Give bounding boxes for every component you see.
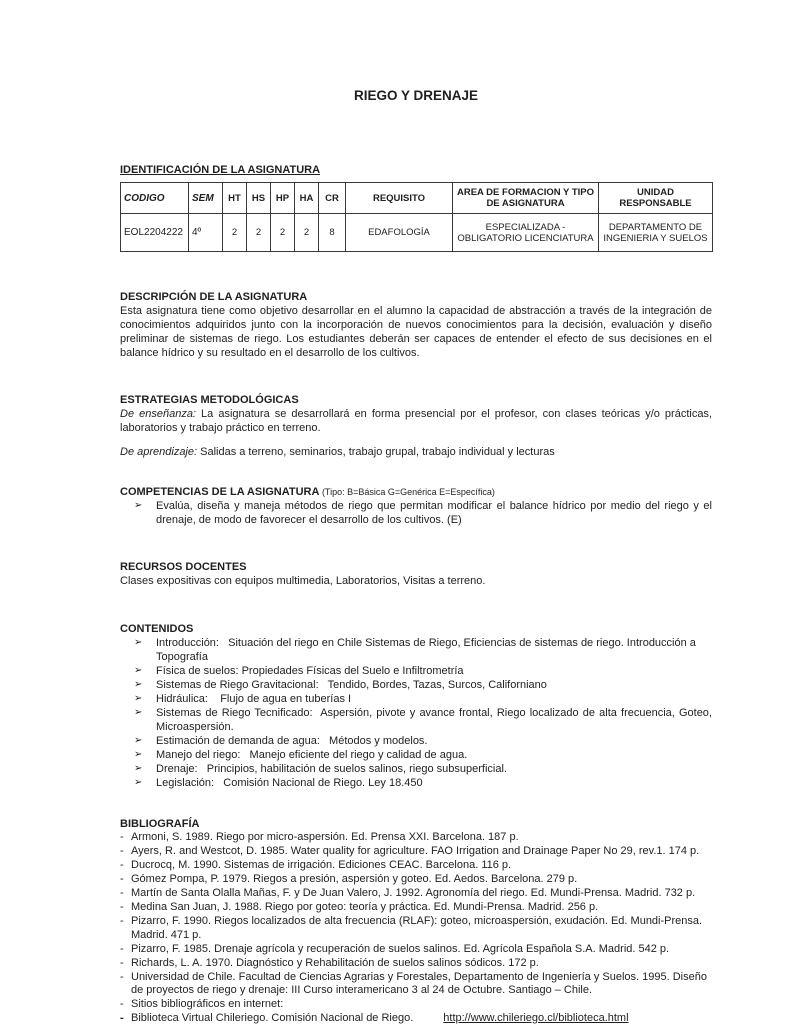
bib-text: Sitios bibliográficos en internet: xyxy=(131,998,284,1010)
dash-bullet: - xyxy=(120,901,124,913)
page-title: RIEGO Y DRENAJE xyxy=(353,88,479,103)
contenido-item xyxy=(120,748,712,762)
table-header-row xyxy=(121,183,713,214)
competencias-heading-note: (Tipo: B=Básica G=Genérica E=Específica) xyxy=(319,487,495,497)
section-estrategias xyxy=(120,393,712,459)
contenidos-heading: CONTENIDOS xyxy=(120,623,194,635)
cell-ht: 2 xyxy=(223,214,247,252)
dash-bullet: - xyxy=(120,845,124,857)
bib-text: Ayers, R. and Westcot, D. 1985. Water quality for agriculture. FAO Irrigation and Drainage Paper No 29, rev.1. 174 p. xyxy=(131,845,700,857)
bib-text: Armoni, S. 1989. Riego por micro-aspersión. Ed. Prensa XXI. Barcelona. 187 p. xyxy=(131,831,519,843)
dash-bullet: - xyxy=(120,942,124,955)
header-requisito: REQUISITO xyxy=(346,183,453,214)
descripcion-heading: DESCRIPCIÓN DE LA ASIGNATURA xyxy=(120,291,308,303)
bib-text: Pizarro, F. 1985. Drenaje agrícola y recuperación de suelos salinos. Ed. Agrícola Española S.A. Madrid. 542 p. xyxy=(131,942,670,955)
bib-item xyxy=(120,998,712,1012)
arrow-bullet-icon: ➢ xyxy=(134,763,143,774)
arrow-bullet-icon: ➢ xyxy=(134,777,143,788)
competencia-item xyxy=(120,499,712,527)
dash-bullet: - xyxy=(120,998,124,1010)
arrow-bullet-icon: ➢ xyxy=(134,637,143,648)
dash-bullet: - xyxy=(120,1012,124,1024)
bib-item xyxy=(120,957,712,971)
identificacion-heading: IDENTIFICACIÓN DE LA ASIGNATURA xyxy=(120,164,321,176)
biblioteca-link[interactable]: http://www.chileriego.cl/biblioteca.html xyxy=(443,1012,629,1024)
aprendizaje-text: Salidas a terreno, seminarios, trabajo grupal, trabajo individual y lecturas xyxy=(197,446,555,458)
competencias-heading-text: COMPETENCIAS DE LA ASIGNATURA xyxy=(120,486,320,498)
arrow-bullet-icon: ➢ xyxy=(134,679,143,690)
descripcion-text: Esta asignatura tiene como objetivo desarrollar en el alumno la capacidad de abstracción a través de la integración de conocimientos adquiridos junto con la incorporación de nuevos conocimientos para la decisión, evaluación y diseño preliminar de sistemas de riego. Los estudiantes deberán ser capaces de entender el efecto de sus decisiones en el balance hídrico y su resultado en el desarrollo de los cultivos. xyxy=(120,305,712,359)
header-codigo: CODIGO xyxy=(121,183,189,214)
section-competencias xyxy=(120,485,712,527)
bib-text: Medina San Juan, J. 1988. Riego por goteo: teoría y práctica. Ed. Mundi-Prensa. Madrid. 256 p. xyxy=(131,901,599,913)
ensenanza-label: De enseñanza: xyxy=(120,408,196,420)
contenido-item xyxy=(120,776,712,790)
bib-item xyxy=(120,971,712,998)
arrow-bullet-icon: ➢ xyxy=(134,735,143,746)
cell-codigo: EOL2204222 xyxy=(121,214,189,252)
cell-sem: 4º xyxy=(189,214,223,252)
contenido-text: Introducción: Situación del riego en Chile Sistemas de Riego, Eficiencias de sistemas de riego. Introducción a Topografía xyxy=(156,637,699,663)
contenido-item xyxy=(120,762,712,776)
arrow-bullet-icon: ➢ xyxy=(134,665,143,676)
dash-bullet: - xyxy=(120,859,124,871)
competencias-heading xyxy=(120,485,712,499)
estrategia-aprendizaje xyxy=(120,445,712,459)
bib-item xyxy=(120,873,712,887)
bib-item xyxy=(120,943,712,957)
bib-text: Universidad de Chile. Facultad de Ciencias Agrarias y Forestales, Departamento de Ingeniería y Suelos. 1995. Diseño de proyectos de riego y drenaje: III Curso interamericano 3 al 24 de Octubre. Santiago – Chile. xyxy=(131,970,707,996)
bib-text: Pizarro, F. 1990. Riegos localizados de alta frecuencia (RLAF): goteo, microaspersión, exudación. Ed. Mundi-Prensa. Madrid. 471 p. xyxy=(131,915,703,941)
header-unidad-responsable: UNIDAD RESPONSABLE xyxy=(599,183,713,214)
section-identificacion xyxy=(120,163,712,252)
contenido-item xyxy=(120,636,712,664)
header-cr: CR xyxy=(319,183,346,214)
cell-ha: 2 xyxy=(295,214,319,252)
cell-unidad-responsable: DEPARTAMENTO DE INGENIERIA Y SUELOS xyxy=(599,214,713,252)
bib-item xyxy=(120,845,712,859)
bib-text: Martín de Santa Olalla Mañas, F. y De Juan Valero, J. 1992. Agronomía del riego. Ed. Mundi-Prensa. Madrid. 732 p. xyxy=(131,887,696,899)
contenido-text: Sistemas de Riego Gravitacional: Tendido, Bordes, Tazas, Surcos, Californiano xyxy=(156,679,547,691)
bibliografia-heading: BIBLIOGRAFÍA xyxy=(120,818,200,830)
recursos-heading: RECURSOS DOCENTES xyxy=(120,561,247,573)
header-area-formacion: AREA DE FORMACION Y TIPO DE ASIGNATURA xyxy=(453,183,599,214)
header-hp: HP xyxy=(271,183,295,214)
contenido-text: Hidráulica: Flujo de agua en tuberías I xyxy=(156,693,352,705)
dash-bullet: - xyxy=(120,970,124,983)
recursos-text: Clases expositivas con equipos multimedia, Laboratorios, Visitas a terreno. xyxy=(120,575,486,587)
dash-bullet: - xyxy=(120,915,124,927)
section-contenidos xyxy=(120,622,716,790)
cell-hs: 2 xyxy=(247,214,271,252)
bib-link-label: Biblioteca Virtual Chileriego. Comisión Nacional de Riego. xyxy=(131,1012,414,1024)
bib-item xyxy=(120,901,712,915)
dash-bullet: - xyxy=(120,887,124,899)
estrategias-heading: ESTRATEGIAS METODOLÓGICAS xyxy=(120,394,299,406)
bib-item xyxy=(120,887,712,901)
contenido-item xyxy=(120,678,712,692)
contenido-item xyxy=(120,734,712,748)
arrow-bullet-icon: ➢ xyxy=(134,707,143,718)
contenido-item xyxy=(120,692,712,706)
dash-bullet: - xyxy=(120,956,124,969)
bib-item xyxy=(120,915,712,942)
bib-link-row xyxy=(131,1012,712,1026)
contenido-text: Legislación: Comisión Nacional de Riego. Ley 18.450 xyxy=(156,777,423,789)
contenido-item xyxy=(120,706,716,734)
bib-text: Ducrocq, M. 1990. Sistemas de irrigación. Ediciones CEAC. Barcelona. 116 p. xyxy=(131,859,512,871)
contenido-item xyxy=(120,664,712,678)
table-row xyxy=(121,214,713,252)
section-bibliografia xyxy=(120,817,712,1026)
contenido-text: Física de suelos: Propiedades Físicas del Suelo e Infiltrometría xyxy=(156,665,464,677)
aprendizaje-label: De aprendizaje: xyxy=(120,446,198,458)
header-hs: HS xyxy=(247,183,271,214)
header-sem: SEM xyxy=(189,183,223,214)
cell-area-formacion: ESPECIALIZADA - OBLIGATORIO LICENCIATURA xyxy=(453,214,599,252)
bib-text: Richards, L. A. 1970. Diagnóstico y Rehabilitación de suelos salinos sódicos. 172 p. xyxy=(131,956,539,969)
cell-cr: 8 xyxy=(319,214,346,252)
cell-hp: 2 xyxy=(271,214,295,252)
contenido-text: Manejo del riego: Manejo eficiente del riego y calidad de agua. xyxy=(156,749,468,761)
arrow-bullet-icon: ➢ xyxy=(134,500,143,511)
identification-table xyxy=(120,182,713,252)
competencia-text: Evalúa, diseña y maneja métodos de riego que permitan modificar el balance hídrico por medio del riego y el drenaje, de modo de favorecer el desarrollo de los cultivos. (E) xyxy=(156,500,712,526)
dash-bullet: - xyxy=(120,831,124,843)
bib-item xyxy=(120,859,712,873)
contenido-text: Drenaje: Principios, habilitación de suelos salinos, riego subsuperficial. xyxy=(156,763,507,775)
section-descripcion xyxy=(120,290,712,360)
header-ha: HA xyxy=(295,183,319,214)
contenido-text: Estimación de demanda de agua: Métodos y modelos. xyxy=(156,735,428,747)
dash-bullet: - xyxy=(120,873,124,885)
ensenanza-text: La asignatura se desarrollará en forma presencial por el profesor, con clases teóricas y/o prácticas, laboratorios y trabajo práctico en terreno. xyxy=(120,408,712,434)
header-ht: HT xyxy=(223,183,247,214)
arrow-bullet-icon: ➢ xyxy=(134,749,143,760)
estrategia-ensenanza xyxy=(120,407,712,435)
bib-text: Gómez Pompa, P. 1979. Riegos a presión, aspersión y goteo. Ed. Aedos. Barcelona. 279 p. xyxy=(131,873,578,885)
bib-item xyxy=(120,831,712,845)
arrow-bullet-icon: ➢ xyxy=(134,693,143,704)
cell-requisito: EDAFOLOGÍA xyxy=(346,214,453,252)
bib-item-link xyxy=(120,1012,712,1026)
contenido-text: Sistemas de Riego Tecnificado: Aspersión, pivote y avance frontal, Riego localizado de alta frecuencia, Goteo, Microaspersión. xyxy=(156,707,716,733)
section-recursos xyxy=(120,560,712,588)
